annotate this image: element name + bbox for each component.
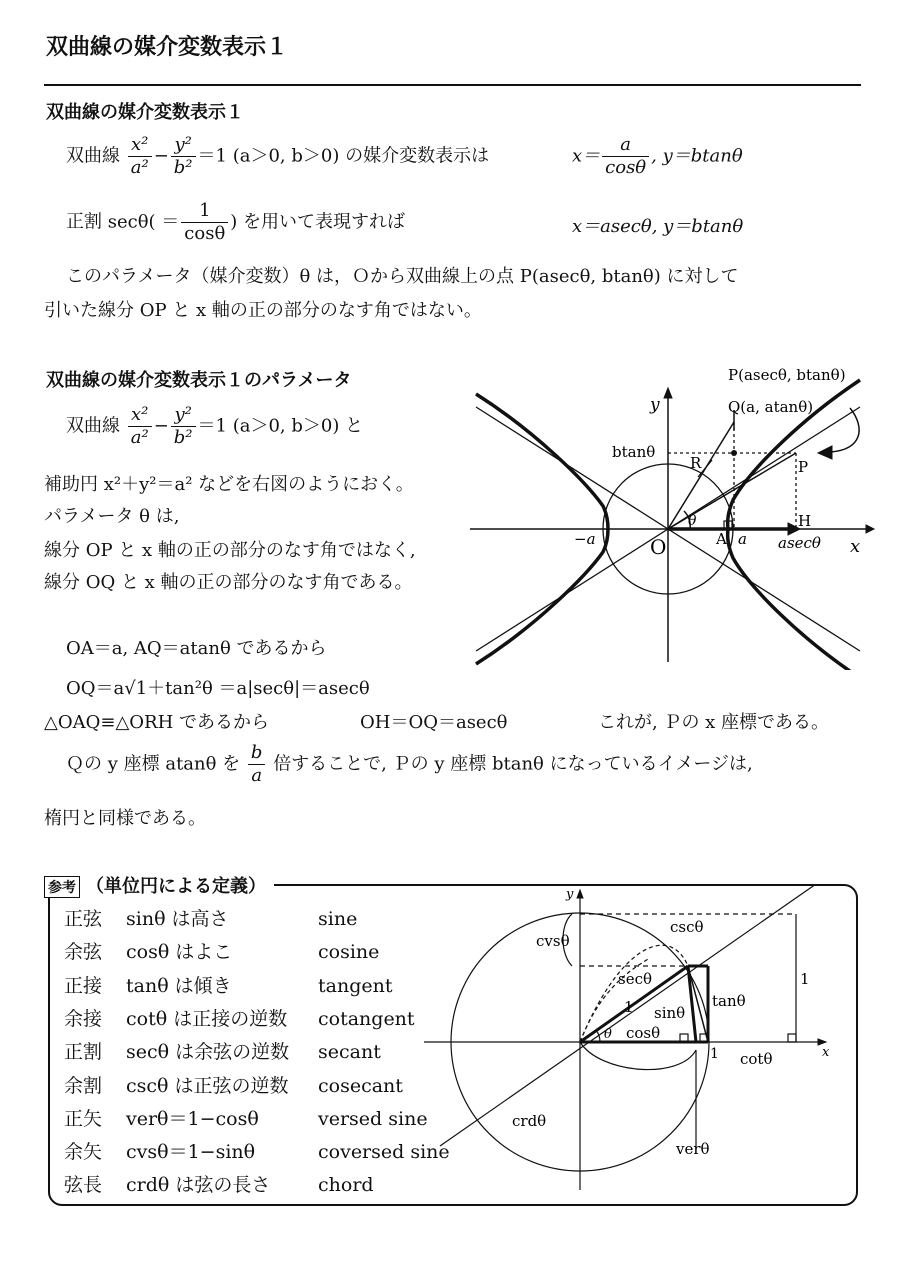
label-btan: btanθ — [612, 443, 656, 461]
reference-tag: 参考 — [44, 876, 80, 898]
trig-row — [64, 1170, 374, 1197]
x-eq-label: x＝ — [572, 145, 601, 167]
frac-num: x² — [128, 134, 152, 157]
frac-den: b² — [173, 157, 193, 178]
reference-heading — [44, 872, 274, 898]
label-neg-a: −a — [574, 530, 596, 548]
y-axis-arrow-icon — [577, 890, 583, 898]
label-asec: asecθ — [778, 534, 821, 552]
page-title: 双曲線の媒介変数表示１ — [46, 35, 289, 60]
sec1-line1-prefix: 双曲線 — [66, 145, 120, 167]
sec2-line2: 補助円 x²＋y²＝a² などを右図のようにおく。 — [44, 474, 414, 495]
equation-rest: ＝1 (a＞0, b＞0) の媒介変数表示は — [197, 145, 490, 167]
trig-row — [64, 937, 379, 964]
sec2-line7: OQ＝a√1＋tan²θ ＝a|secθ|＝asecθ — [66, 678, 370, 699]
trig-definition: verθ＝1−cosθ — [126, 1107, 259, 1130]
label-x: x — [822, 1045, 830, 1060]
trig-name-en: cosecant — [318, 1074, 403, 1097]
trig-name-jp: 正弦 — [64, 908, 103, 930]
sec2-line5: 線分 OQ と x 軸の正の部分のなす角である。 — [44, 572, 413, 593]
trig-row — [64, 904, 357, 931]
sec2-line8a: △OAQ≡△ORH であるから — [44, 712, 270, 733]
trig-name-jp: 正割 — [64, 1041, 103, 1064]
title-divider — [44, 84, 861, 86]
fraction-1-cos — [181, 200, 228, 245]
fraction-b-a — [248, 742, 266, 787]
frac-den: a² — [130, 427, 149, 448]
label-tan: tanθ — [712, 992, 746, 1010]
sec2-line9-b: 倍することで, Ｐの y 座標 btanθ になっているイメージは, — [273, 753, 753, 775]
secant-param-eq: x＝asecθ, y＝btanθ — [572, 216, 744, 237]
trig-definition: secθ は余弦の逆数 — [126, 1041, 290, 1064]
trig-row — [64, 1071, 403, 1098]
trig-row — [64, 971, 392, 998]
sec2-line8c: これが, Ｐの x 座標である。 — [598, 712, 830, 733]
sec2-line1 — [66, 404, 363, 449]
minus-sign: − — [153, 145, 169, 167]
trig-row — [64, 1037, 381, 1064]
label-x-axis: x — [850, 536, 861, 557]
label-one-radius: 1 — [624, 998, 634, 1016]
frac-num: a — [602, 134, 649, 157]
frac-den: b² — [173, 427, 193, 448]
trig-row — [64, 1137, 450, 1164]
sec2-line1-rest: ＝1 (a＞0, b＞0) と — [197, 415, 364, 437]
trig-name-en: secant — [318, 1041, 381, 1064]
trig-definition: cvsθ＝1−sinθ — [126, 1141, 256, 1164]
sec2-line3: パラメータ θ は, — [44, 506, 180, 527]
label-cvs: cvsθ — [536, 932, 570, 950]
trig-definition: tanθ は傾き — [126, 974, 232, 997]
trig-name-en: chord — [318, 1174, 374, 1197]
fraction-x2-a2 — [128, 404, 152, 449]
label-theta: θ — [688, 513, 697, 529]
sec2-line8b: OH＝OQ＝asecθ — [360, 712, 508, 733]
label-ver: verθ — [676, 1140, 710, 1158]
label-one-right: 1 — [800, 970, 810, 988]
y-axis-arrow-icon — [664, 388, 672, 398]
sec2-line9-a: Ｑの y 座標 atanθ を — [66, 753, 241, 775]
label-O: O — [650, 535, 667, 559]
fraction-y2-b2 — [171, 134, 196, 179]
trig-name-jp: 余弦 — [64, 941, 103, 964]
label-H: H — [798, 512, 812, 530]
frac-num: y² — [171, 404, 196, 427]
label-csc: cscθ — [670, 918, 704, 936]
trig-name-en: cosine — [318, 941, 380, 964]
label-Q-coords: Q(a, atanθ) — [728, 398, 814, 416]
cos-brace — [580, 1042, 696, 1070]
trig-row — [64, 1104, 428, 1131]
sec2-line10: 楕円と同様である。 — [44, 808, 206, 829]
trig-name-jp: 余割 — [64, 1074, 103, 1097]
trig-name-jp: 正矢 — [64, 1107, 103, 1130]
section1-heading: 双曲線の媒介変数表示１ — [46, 102, 244, 123]
label-cot: cotθ — [740, 1050, 773, 1068]
trig-name-en: tangent — [318, 974, 393, 997]
label-R: R — [690, 454, 702, 472]
sec1-paragraph-2: 引いた線分 OP と x 軸の正の部分のなす角ではない。 — [44, 300, 482, 321]
frac-den: a² — [130, 157, 149, 178]
trig-name-jp: 余接 — [64, 1007, 103, 1030]
label-P: P — [798, 458, 809, 476]
hyperbola-right-branch — [728, 380, 860, 670]
label-crd: crdθ — [512, 1112, 547, 1130]
sec2-line4: 線分 OP と x 軸の正の部分のなす角ではなく, — [44, 540, 416, 561]
minus-sign: − — [153, 415, 169, 437]
label-sin: sinθ — [654, 1004, 686, 1022]
trig-row — [64, 1004, 415, 1031]
secant-mid: ) を用いて表現すれば — [230, 211, 406, 233]
label-sec: secθ — [618, 970, 653, 988]
trig-name-jp: 正接 — [64, 974, 103, 997]
trig-name-en: coversed sine — [318, 1141, 450, 1164]
sec1-line1 — [66, 134, 489, 179]
trig-definition: sinθ は高さ — [126, 908, 229, 930]
trig-definition: cscθ は正弦の逆数 — [126, 1074, 289, 1097]
trig-name-en: cotangent — [318, 1007, 415, 1030]
eq-sign: ＝ — [161, 211, 180, 233]
label-theta: θ — [604, 1027, 612, 1042]
frac-den: cosθ — [184, 223, 226, 244]
trig-name-jp: 余矢 — [64, 1141, 103, 1164]
frac-den: cosθ — [605, 157, 647, 178]
frac-num: y² — [171, 134, 196, 157]
x-axis-arrow-icon — [866, 525, 874, 533]
right-angle-cot — [788, 1034, 796, 1042]
secant-prefix: 正割 secθ( — [66, 211, 156, 233]
label-a: a — [738, 530, 747, 548]
trig-definition: crdθ は弦の長さ — [126, 1174, 271, 1197]
frac-num: 1 — [181, 200, 228, 223]
sec1-paragraph-1: このパラメータ（媒介変数）θ は，Ｏから双曲線上の点 P(asecθ, btanθ) に対して — [66, 266, 739, 287]
fraction-a-cos — [602, 134, 649, 179]
y-eq-label: , y＝btanθ — [651, 145, 743, 167]
trig-definition: cosθ はよこ — [126, 941, 233, 964]
trig-name-jp: 弦長 — [64, 1174, 103, 1197]
hyperbola-figure — [470, 360, 890, 670]
point-on-btan — [731, 450, 737, 456]
label-one-x: 1 — [710, 1046, 719, 1062]
sec2-line1-prefix: 双曲線 — [66, 415, 120, 437]
trig-name-en: versed sine — [318, 1107, 428, 1130]
P-pointer-arrow-icon — [818, 446, 832, 459]
param-x-eq — [572, 134, 743, 179]
frac-num: x² — [128, 404, 152, 427]
frac-den: a — [251, 765, 263, 786]
label-y-axis: y — [650, 395, 660, 415]
sec2-line9 — [66, 742, 753, 787]
frac-num: b — [248, 742, 266, 765]
P-pointer-curve — [830, 408, 859, 452]
trig-name-en: sine — [318, 908, 358, 930]
reference-title: （単位円による定義） — [86, 876, 266, 897]
fraction-y2-b2 — [171, 404, 196, 449]
section2-heading: 双曲線の媒介変数表示１のパラメータ — [46, 370, 352, 391]
sec2-line6: OA＝a, AQ＝atanθ であるから — [66, 638, 327, 659]
fraction-x2-a2 — [128, 134, 152, 179]
label-P-coords: P(asecθ, btanθ) — [728, 366, 846, 384]
label-y: y — [566, 887, 574, 902]
label-cos: cosθ — [626, 1024, 661, 1042]
label-A: A — [716, 530, 727, 548]
trig-definition: cotθ は正接の逆数 — [126, 1007, 288, 1030]
segment-OQ — [668, 422, 734, 529]
sec1-line2 — [66, 200, 405, 245]
unit-circle-figure — [420, 884, 850, 1196]
